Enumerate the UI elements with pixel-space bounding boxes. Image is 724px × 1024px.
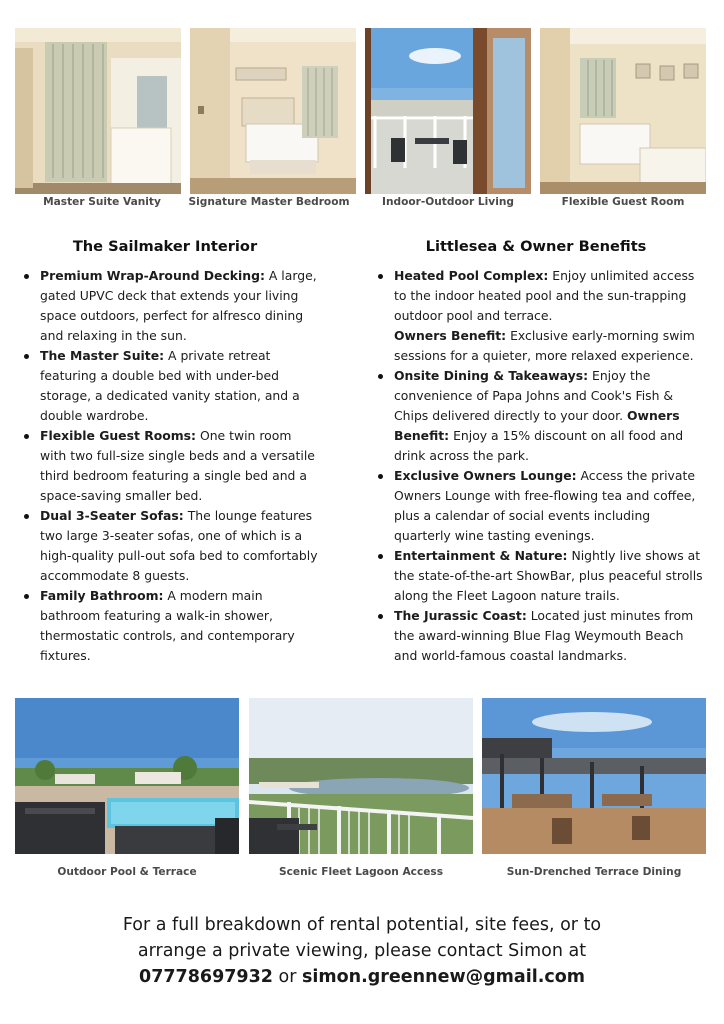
right-column-title: Littlesea & Owner Benefits (425, 238, 647, 255)
item-heading: Flexible Guest Rooms: (40, 428, 197, 443)
photo-master-suite-vanity (15, 28, 181, 194)
item-heading: Premium Wrap-Around Decking: (40, 268, 265, 283)
or-text: or (272, 967, 302, 987)
owners-benefit-heading: Owners Benefit: (394, 408, 680, 443)
list-item (20, 266, 320, 346)
item-heading: Family Bathroom: (40, 588, 164, 603)
item-text: Access the private Owners Lounge with free-flowing tea and coffee, plus a calendar of social events including quarterly wine tasting evenings. (394, 468, 696, 543)
footer-line-3 (0, 964, 724, 990)
caption-signature-master-bedroom: Signature Master Bedroom (188, 196, 350, 208)
footer-line-1: For a full breakdown of rental potential, site fees, or to (122, 915, 602, 935)
item-heading: The Master Suite: (40, 348, 165, 363)
owners-benefit-text: Enjoy a 15% discount on all food and drink across the park. (394, 428, 684, 463)
item-heading: Dual 3-Seater Sofas: (40, 508, 184, 523)
list-item (374, 606, 708, 666)
photo-outdoor-pool-terrace (15, 698, 239, 854)
photo-flexible-guest-room (540, 28, 706, 194)
owners-benefit-text: Exclusive early-morning swim sessions for a quieter, more relaxed experience. (394, 328, 695, 363)
caption-indoor-outdoor-living: Indoor-Outdoor Living (382, 196, 514, 208)
caption-sun-drenched-terrace-dining: Sun-Drenched Terrace Dining (506, 866, 682, 878)
list-item (20, 506, 320, 586)
item-heading: The Jurassic Coast: (394, 608, 527, 623)
item-text: A large, gated UPVC deck that extends your living space outdoors, perfect for alfresco dining and relaxing in the sun. (40, 268, 317, 343)
left-column-title: The Sailmaker Interior (72, 238, 258, 255)
list-item (20, 586, 320, 666)
item-text: Enjoy unlimited access to the indoor heated pool and the sun-trapping outdoor pool and terrace. (394, 268, 695, 323)
caption-flexible-guest-room: Flexible Guest Room (561, 196, 685, 208)
right-benefit-list (374, 266, 708, 666)
list-item (374, 546, 708, 606)
phone-number[interactable]: 07778697932 (139, 967, 273, 987)
item-text: The lounge features two large 3-seater sofas, one of which is a high-quality pull-out sofa bed to comfortably accommodate 8 guests. (40, 508, 318, 583)
footer-line-2: arrange a private viewing, please contact Simon at (137, 941, 587, 961)
list-item (20, 346, 320, 426)
caption-master-suite-vanity: Master Suite Vanity (43, 196, 161, 208)
list-item (20, 426, 320, 506)
caption-outdoor-pool-terrace: Outdoor Pool & Terrace (57, 866, 197, 878)
item-heading: Exclusive Owners Lounge: (394, 468, 577, 483)
caption-scenic-fleet-lagoon: Scenic Fleet Lagoon Access (278, 866, 444, 878)
item-text: A private retreat featuring a double bed with under-bed storage, a dedicated vanity station, and a double wardrobe. (40, 348, 300, 423)
item-heading: Onsite Dining & Takeaways: (394, 368, 589, 383)
left-feature-list (20, 266, 320, 666)
email-address[interactable]: simon.greennew@gmail.com (302, 967, 585, 987)
item-text: Nightly live shows at the state-of-the-art ShowBar, plus peaceful strolls along the Fleet Lagoon nature trails. (394, 548, 703, 603)
item-text: Located just minutes from the award-winning Blue Flag Weymouth Beach and world-famous coastal landmarks. (394, 608, 694, 663)
item-text: Enjoy the convenience of Papa Johns and Cook's Fish & Chips delivered directly to your door. (394, 368, 674, 423)
item-heading: Heated Pool Complex: (394, 268, 549, 283)
contact-footer (0, 912, 724, 990)
item-heading: Entertainment & Nature: (394, 548, 568, 563)
item-text: One twin room with two full-size single beds and a versatile third bedroom featuring a single bed and a space-saving smaller bed. (40, 428, 315, 503)
photo-scenic-fleet-lagoon (249, 698, 473, 854)
photo-indoor-outdoor-living (365, 28, 531, 194)
item-text: A modern main bathroom featuring a walk-in shower, thermostatic controls, and contemporary fixtures. (40, 588, 295, 663)
list-item (374, 366, 708, 466)
photo-sun-drenched-terrace-dining (482, 698, 706, 854)
owners-benefit-heading: Owners Benefit: (394, 328, 507, 343)
photo-signature-master-bedroom (190, 28, 356, 194)
list-item (374, 466, 708, 546)
list-item (374, 266, 708, 366)
